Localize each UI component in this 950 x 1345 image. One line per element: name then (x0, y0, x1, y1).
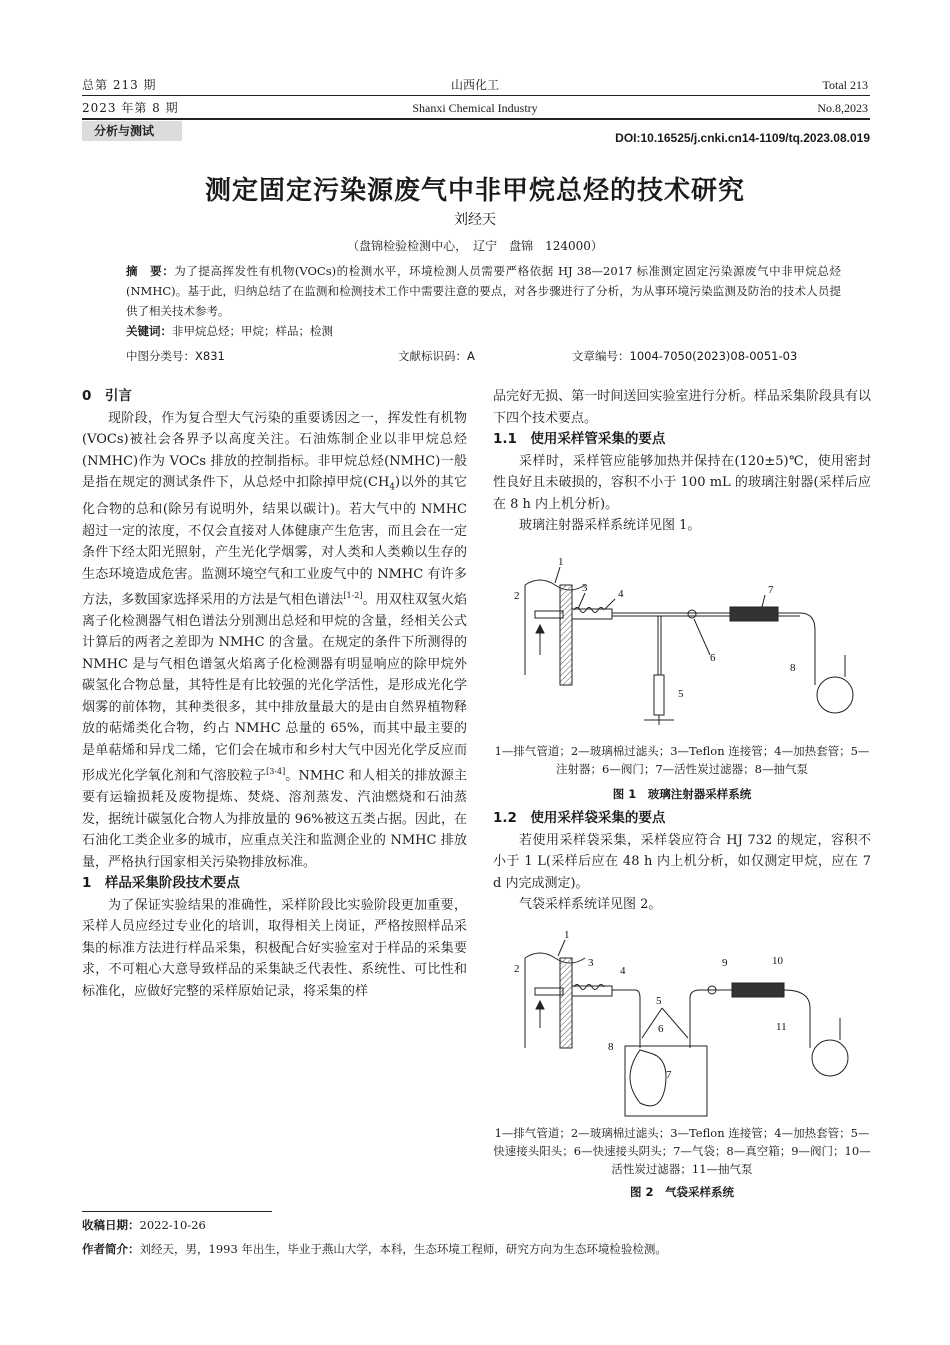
author-bio (82, 1241, 872, 1257)
syringe-body (654, 675, 664, 715)
pump-line (800, 613, 815, 685)
carbon-filter (730, 607, 778, 621)
fig1-label: 6 (710, 652, 716, 664)
continued-paragraph: 品完好无损、第一时间送回实验室进行分析。样品采集阶段具有以下四个技术要点。 (493, 389, 871, 426)
figure-2-title: 图 2 气袋采样系统 (629, 1185, 734, 1199)
author-bio-label: 作者简介： (82, 1242, 140, 1256)
figure-1-reference: 玻璃注射器采样系统详见图 1。 (519, 518, 701, 533)
fig1-label: 5 (678, 688, 684, 700)
fig2-label: 4 (620, 965, 626, 977)
author-bio-text: 刘经天，男，1993 年出生，毕业于燕山大学，本科，生态环境工程师，研究方向为生态环境检验检测。 (139, 1242, 667, 1256)
received-date (82, 1217, 206, 1233)
fig1-label: 2 (514, 590, 520, 602)
section-1-1-heading: 1.1 使用采样管采集的要点 (493, 431, 666, 447)
fig2-label: 6 (658, 1023, 664, 1035)
section-1-paragraph: 为了保证实验结果的准确性，采样阶段比实验阶段更加重要，采样人员应经过专业化的培训，取得相关上岗证，严格按照样品采集的标准方法进行样品采集，积极配合好实验室对于样品的采集要求，不可粗心大意导致样品的采集缺乏代表性、系统性、可比性和标准化，应做好完整的采样原始记录，将采集的样 (82, 897, 467, 999)
header-issue-year: 2023 年第 8 期 (82, 101, 179, 115)
duct-wall (560, 585, 572, 685)
fig1-label: 8 (790, 662, 796, 674)
abstract-label: 摘 要： (126, 264, 175, 278)
doi[interactable]: DOI:10.16525/j.cnki.cn14-1109/tq.2023.08.019 (615, 131, 870, 145)
citation[interactable]: [1-2] (343, 591, 363, 601)
gas-bag (630, 1050, 666, 1106)
pump-icon (817, 677, 853, 713)
fig2-label: 5 (656, 995, 662, 1007)
right-column-continued (493, 808, 871, 916)
header-issue-total: 总第 213 期 (82, 78, 157, 92)
header-rule-thin (82, 95, 870, 96)
text-run: )以外的其它化合物的总和(除另有说明外，结果以碳计)。若大气中的 NMHC 超过一定的浓度，不仅会直接对人体健康产生危害，而且会在一定条件下经太阳光照射，产生光化学烟雾，对人类和人类赖以生存的生态环境造成危害。监测环境空气和工业废气中的 NMHC 有许多方法，多数国家选择采用的方法是气相色谱法 (82, 475, 467, 608)
duct-wall (560, 958, 572, 1048)
section-0-paragraph (82, 408, 467, 874)
pump-icon (812, 1040, 848, 1076)
affiliation: （盘锦检验检测中心， 辽宁 盘锦 124000） (347, 239, 603, 253)
author: 刘经天 (454, 212, 496, 228)
document-code: 文献标识码：A (398, 349, 475, 363)
received-label: 收稿日期： (82, 1218, 140, 1232)
fig2-label: 8 (608, 1041, 614, 1053)
abstract-text: 为了提高挥发性有机物(VOCs)的检测水平，环境检测人员需要严格依据 HJ 38—2017 标准测定固定污染源废气中非甲烷总烃(NMHC)。基于此，归纳总结了在监测和检测技术工作中需要注意的要点，对各步骤进行了分析，为从事环境污染监测及防治的技术人员提供了相关技术参考。 (126, 264, 841, 318)
section-0-heading: 0 引言 (82, 388, 132, 404)
header-journal-en: Shanxi Chemical Industry (412, 101, 538, 115)
subscript: 4 (389, 482, 396, 493)
fig1-label: 7 (768, 584, 774, 596)
fig1-label: 1 (558, 556, 564, 568)
fig2-label: 11 (776, 1021, 787, 1033)
header-rule-thick (82, 118, 870, 120)
article-title: 测定固定污染源废气中非甲烷总烃的技术研究 (204, 176, 745, 206)
return-line (690, 990, 740, 1048)
header-number: No.8,2023 (817, 101, 868, 115)
figure-2-diagram (500, 928, 870, 1118)
header-journal-cn: 山西化工 (450, 78, 499, 92)
flow-arrow-icon (536, 625, 544, 633)
section-1-2-heading: 1.2 使用采样袋采集的要点 (493, 810, 666, 826)
fig2-label: 1 (564, 929, 570, 941)
figure-1-legend: 1—排气管道；2—玻璃棉过滤头；3—Teflon 连接管；4—加热套管；5—注射器；6—阀门；7—活性炭过滤器；8—抽气泵 (494, 744, 870, 776)
footnote-rule (82, 1211, 272, 1212)
pump-line (784, 990, 810, 1048)
section-tag: 分析与测试 (82, 121, 182, 141)
figure-2-legend: 1—排气管道；2—玻璃棉过滤头；3—Teflon 连接管；4—加热套管；5—快速接头阳头；6—快速接头阴头；7—气袋；8—真空箱；9—阀门；10—活性炭过滤器；11—抽气泵 (493, 1126, 871, 1176)
fig2-label: 3 (588, 957, 594, 969)
fig2-label: 9 (722, 957, 728, 969)
text-run: 。NMHC 和人相关的排放源主要有运输损耗及废物提炼、焚烧、溶剂蒸发、汽油燃烧和石油蒸发，据统计碳氢化合物人为排放量的 96%被这五类占据。因此，在石油化工类企业多的城市，应重点关注和监测企业的 NMHC 排放量，严格执行国家相关污染物排放标准。 (82, 768, 467, 870)
section-1-heading: 1 样品采集阶段技术要点 (82, 875, 240, 892)
valve-icon (688, 610, 696, 618)
section-1-2-paragraph: 若使用采样袋采集，采样袋应符合 HJ 732 的规定，容积不小于 1 L(采样后应在 48 h 内上机分析，如仅测定甲烷，应在 7 d 内完成测定)。 (493, 832, 871, 891)
received-value: 2022-10-26 (139, 1218, 206, 1232)
heating-coil (574, 985, 604, 990)
fig1-label: 3 (582, 582, 588, 594)
abstract (126, 261, 841, 341)
fig1-label: 4 (618, 588, 624, 600)
duct-top-edge (525, 953, 585, 963)
glass-wool-filter (535, 988, 563, 995)
flow-arrow-icon (536, 1001, 544, 1009)
section-1-1-paragraph: 采样时，采样管应能够加热并保持在(120±5)℃，使用密封性良好且未破损的，容积不小于 100 mL 的玻璃注射器(采样后应在 8 h 内上机分析)。 (493, 453, 871, 512)
text-run: 现阶段，作为复合型大气污染的重要诱因之一，挥发性有机物(VOCs)被社会各界予以高度关注。石油炼制企业以非甲烷总烃(NMHC)作为 VOCs 排放的控制指标。非甲烷总烃(NMHC)一般是指在规定的测试条件下，从总烃中扣除掉甲烷(CH (82, 410, 467, 490)
citation[interactable]: [3-4] (266, 767, 286, 777)
clc-number: 中图分类号：X831 (126, 349, 225, 363)
figure-1-title: 图 1 玻璃注射器采样系统 (612, 787, 752, 801)
fig2-label: 10 (772, 955, 783, 967)
carbon-filter (732, 983, 784, 997)
figure-2-reference: 气袋采样系统详见图 2。 (519, 897, 662, 912)
right-column (493, 386, 871, 537)
sample-line (612, 990, 640, 1048)
figure-1-diagram (500, 555, 870, 735)
fig2-label: 2 (514, 963, 520, 975)
text-run: 。用双柱双氢火焰离子化检测器气相色谱法分别测出总烃和甲烷的含量，经相关公式计算后的两者之差即为 NMHC 的含量。在规定的条件下所测得的 NMHC 是与气相色谱氢火焰离子化检测器有明显响应的除甲烷外碳氢化合物总量，其特性是有比较强的光化学活性，是形成光化学烟雾的前体物，其种类很多，其中排放量最大的是由自然界植物释放的萜烯类化合物，约占 NMHC 总量的 65%，而其中最主要的是单萜烯和异戊二烯，它们会在城市和乡村大气中因光化学反应而形成光化学氧化剂和气溶胶粒子 (82, 592, 467, 784)
fig2-label: 7 (666, 1069, 672, 1081)
glass-wool-filter (535, 611, 563, 618)
keywords-label: 关键词： (126, 324, 172, 338)
left-column (82, 386, 467, 1002)
keywords: 非甲烷总烃；甲烷；样品；检测 (172, 324, 333, 338)
header-total: Total 213 (822, 78, 868, 92)
article-number: 文章编号：1004-7050(2023)08-0051-03 (572, 349, 798, 363)
